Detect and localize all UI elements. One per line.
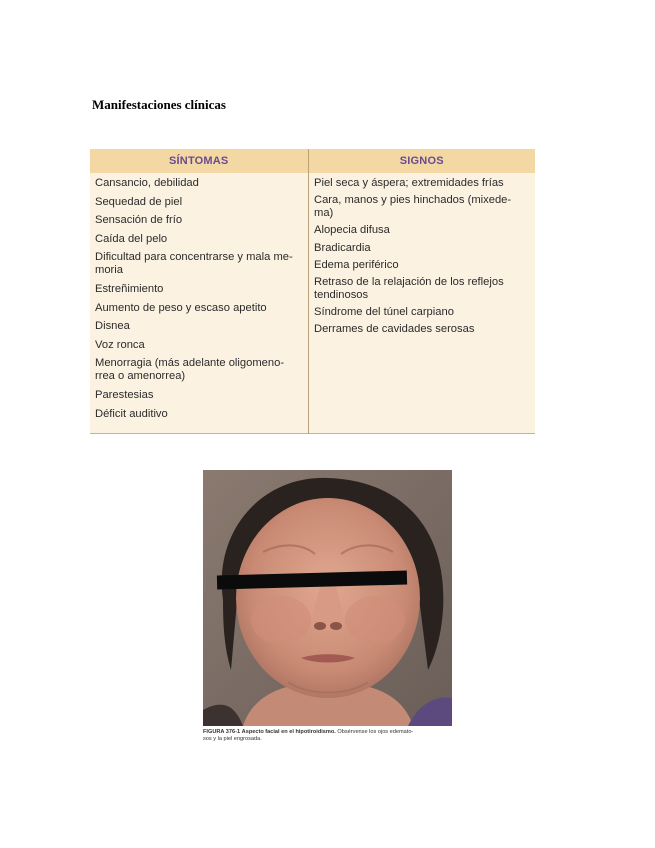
table-body [90, 173, 535, 434]
symptom-item: Déficit auditivo [95, 407, 168, 420]
figure-text: Obsérvense los ojos edemato- sos y la piel engrosada. [203, 729, 414, 742]
symptom-item: Caída del pelo [95, 232, 168, 245]
symptom-item: Disnea [95, 320, 130, 333]
header-signs: SIGNOS [308, 149, 535, 173]
symptom-item: Dificultad para concentrarse y mala me- moria [95, 251, 293, 277]
signs-column [308, 173, 535, 434]
sign-item: Alopecia difusa [314, 224, 390, 237]
symptom-item: Estreñimiento [95, 282, 164, 295]
symptom-item: Sensación de frío [95, 214, 183, 227]
section-heading: Manifestaciones clínicas [92, 97, 226, 112]
clinical-table [90, 149, 535, 434]
figure-caption [203, 729, 453, 743]
symptom-item: Parestesias [95, 388, 154, 401]
symptom-item: Aumento de peso y escaso apetito [95, 301, 267, 314]
symptoms-column [90, 173, 308, 434]
face-illustration [203, 470, 452, 726]
sign-item: Piel seca y áspera; extremidades frías [314, 177, 504, 189]
sign-item: Derrames de cavidades serosas [314, 323, 475, 336]
figure-label: FIGURA 376-1 [203, 729, 241, 735]
symptom-item: Menorragia (más adelante oligomeno- rrea o amenorrea) [95, 357, 285, 383]
sign-item: Bradicardia [314, 241, 371, 254]
sign-item: Síndrome del túnel carpiano [314, 306, 454, 319]
sign-item: Cara, manos y pies hinchados (mixede- ma) [314, 194, 512, 220]
sign-item: Retraso de la relajación de los reflejos tendinosos [314, 275, 504, 301]
symptom-item: Sequedad de piel [95, 195, 183, 208]
sign-item: Edema periférico [314, 258, 399, 271]
figure-title: Aspecto facial en el hipotiroidismo. [241, 729, 336, 735]
table-header [90, 149, 535, 173]
symptom-item: Cansancio, debilidad [95, 177, 199, 189]
patient-face-photo [203, 470, 452, 726]
symptom-item: Voz ronca [95, 338, 145, 351]
header-symptoms: SÍNTOMAS [169, 155, 229, 167]
